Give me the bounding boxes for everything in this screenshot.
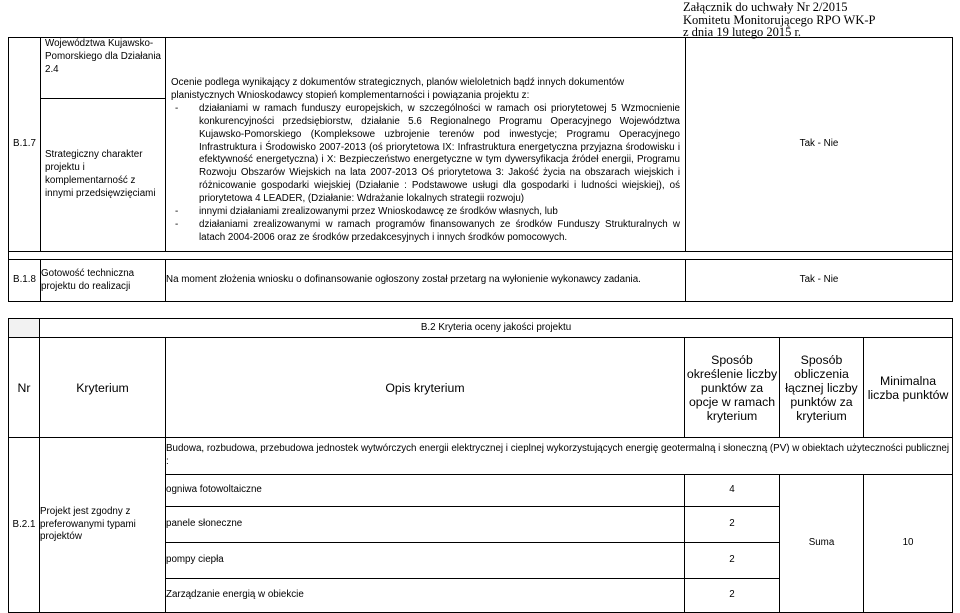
bullet-dash: - <box>175 218 179 230</box>
column-header-min-points: Minimalna liczba punktów <box>864 338 953 438</box>
criterion-name <box>41 99 165 251</box>
criterion-description: Budowa, rozbudowa, przebudowa jednostek wytwórczych energii elektrycznej i cieplnej wykorzystujących energię geotermalną i słoneczną (PV) w obiektach użyteczności publicznej : <box>166 438 953 475</box>
column-header-points-method: Sposób określenie liczby punktów za opcje w ramach kryterium <box>685 338 780 438</box>
table-row-b17 <box>9 38 953 252</box>
title-gap <box>9 319 40 338</box>
column-header-criterion: Kryterium <box>40 338 166 438</box>
bullet-dash: - <box>175 206 179 218</box>
header-line-2: Komitetu Monitorującego RPO WK-P <box>683 12 876 27</box>
row-number: B.2.1 <box>9 438 40 613</box>
list-item <box>166 219 685 245</box>
total-method: Suma <box>780 475 864 613</box>
criterion-name-text: Strategiczny charakter projektu i komplementarność z innymi przedsięwzięciami <box>45 149 156 199</box>
list-item <box>166 103 685 206</box>
row-number: B.1.7 <box>9 38 41 252</box>
description-intro: Ocenie podlega wynikający z dokumentów strategicznych, planów wieloletnich bądź innych dokumentów planistycznych Wnioskodawcy stopień komplementarności i powiązania projektu z: <box>171 77 625 101</box>
assessment-method: Tak - Nie <box>686 38 953 252</box>
criterion-name: Projekt jest zgodny z preferowanymi typami projektów <box>40 438 166 613</box>
criterion-continued: Województwa Kujawsko-Pomorskiego dla Działania 2.4 <box>41 38 165 99</box>
criterion-cell <box>41 38 166 252</box>
bullet-dash: - <box>175 102 179 114</box>
option-points: 2 <box>685 579 780 613</box>
criterion-description <box>166 38 686 252</box>
assessment-method: Tak - Nie <box>686 260 953 302</box>
header-line-3: z dnia 19 lutego 2015 r. <box>683 25 802 39</box>
criteria-table-b1 <box>8 37 953 302</box>
column-header-nr: Nr <box>9 338 40 438</box>
row-number: B.1.8 <box>9 260 41 302</box>
criteria-table-b2 <box>8 318 953 613</box>
option-points: 2 <box>685 543 780 579</box>
table-row-b18 <box>9 260 953 302</box>
bullet-text: działaniami w ramach funduszy europejskich, w szczególności w ramach osi priorytetowej 5 Wzmocnienie konkurencyjności przedsiębiorstw, działanie 5.6 Regionalnego Programu Operacyjnego Województwa Kujawsko-Pomorskiego (Kompleksowe uzbrojenie terenów pod inwestycje; Programu Operacyjnego Infrastruktura i Środowisko 2007-2013 (oś priorytetowa IX: Infrastruktura energetyczna przyjazna środowisku i efektywność energetyczna) i X: Bezpieczeństwo energetyczne w tym dywersyfikacja źródeł energii, Programu Rozwoju Obszarów Wiejskich na lata 2007-2013 Oś priorytetowa 3: Jakość życia na obszarach wiejskich i różnicowanie gospodarki wiejskiej (Działanie : Podstawowe usługi dla gospodarki i ludności wiejskiej), oś priorytetowa 4 LEADER, (Działanie: Wdrażanie lokalnych strategii rozwoju) <box>199 102 680 205</box>
table-row-b21-description <box>9 438 953 475</box>
list-item <box>166 206 685 219</box>
column-header-description: Opis kryterium <box>166 338 685 438</box>
bullet-text: działaniami zrealizowanymi w ramach programów finansowanych ze środków Funduszy Strukturalnych w latach 2004-2006 oraz ze środków przedakcesyjnych i innych środków pomocowych. <box>199 218 680 243</box>
option-label: panele słoneczne <box>166 507 685 543</box>
option-label: pompy ciepła <box>166 543 685 579</box>
document-header <box>683 1 953 39</box>
option-label: Zarządzanie energią w obiekcie <box>166 579 685 613</box>
criterion-description: Na moment złożenia wniosku o dofinansowanie ogłoszony został przetarg na wyłonienie wykonawcy zadania. <box>166 260 686 302</box>
section-title: B.2 Kryteria oceny jakości projektu <box>40 319 953 338</box>
option-points: 2 <box>685 507 780 543</box>
criterion-name: Gotowość techniczna projektu do realizacji <box>41 260 166 302</box>
header-line-1: Załącznik do uchwały Nr 2/2015 <box>683 0 848 14</box>
min-points: 10 <box>864 475 953 613</box>
table-header-row <box>9 338 953 438</box>
row-spacer <box>9 252 953 260</box>
option-label: ogniwa fotowoltaiczne <box>166 475 685 507</box>
bullet-text: innymi działaniami zrealizowanymi przez Wnioskodawcę ze środków własnych, lub <box>199 206 558 218</box>
column-header-total-method: Sposób obliczenia łącznej liczby punktów za kryterium <box>780 338 864 438</box>
option-points: 4 <box>685 475 780 507</box>
